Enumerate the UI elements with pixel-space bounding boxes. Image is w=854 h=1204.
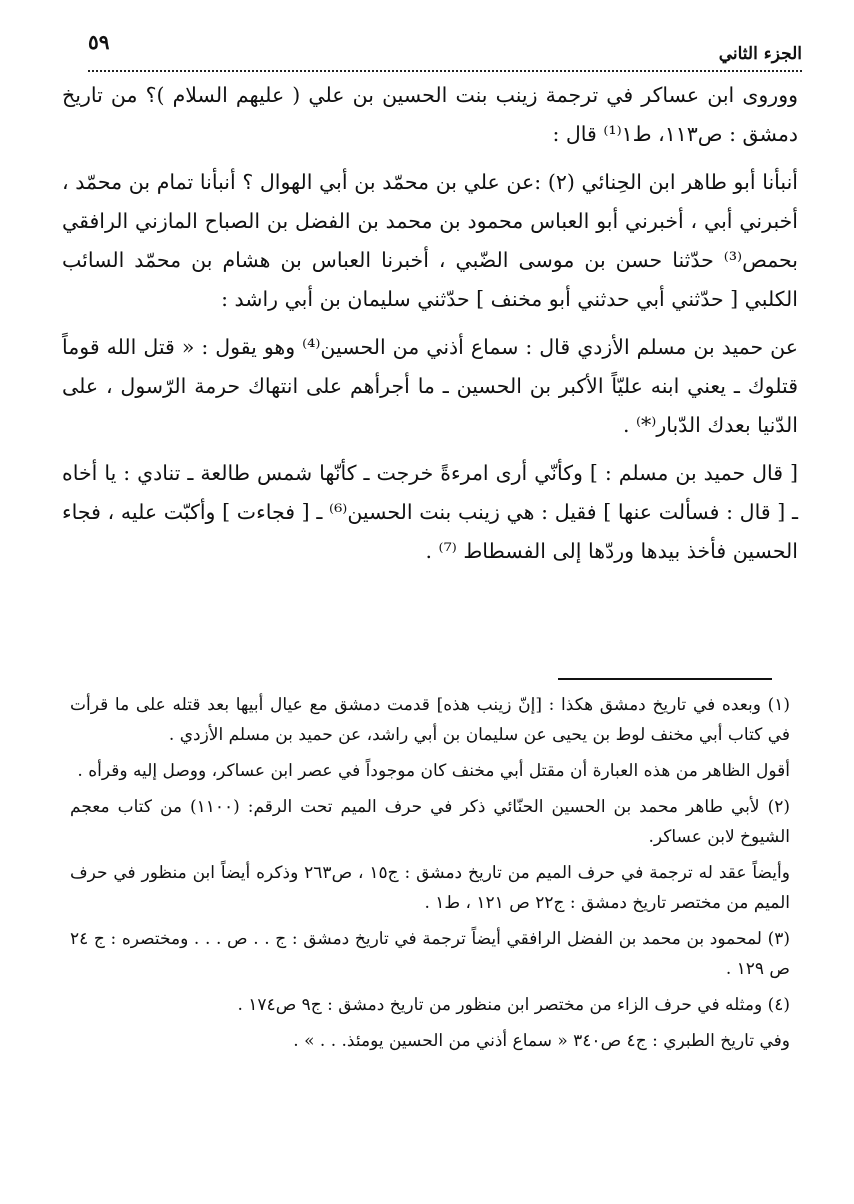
footnote [70,690,790,786]
paragraph: ووروى ابن عساكر في ترجمة زينب بنت الحسين بن علي ( عليهم السلام )؟ من تاريخ دمشق : ص١١٣، ط١⁽¹⁾ قال : [62,83,798,147]
paragraph: أنبأنا أبو طاهر ابن الحِنائي (٢) :عن علي بن محمّد بن أبي الهوال ؟ أنبأنا تمام بن محمّد ، أخبرني أبي ، أخبرني أبو العباس محمود بن محمد بن الفضل بن الصباح المازني الرافقي بحمص⁽³⁾ حدّثنا حسن بن موسى الضّبي ، أخبرنا العباس بن هشام بن محمّد السائب الكلبي [ حدّثني أبي حدثني أبو مخنف ] حدّثني سليمان بن أبي راشد : [62,169,798,312]
footnote-line: أقول الظاهر من هذه العبارة أن مقتل أبي مخنف كان موجوداً في عصر ابن عساكر، ووصل إليه وقرأه . [77,761,790,781]
footnote [70,792,790,918]
paragraph: [ قال حميد بن مسلم : ] وكأنّي أرى امرءةً خرجت ـ كأنّها شمس طالعة ـ تنادي : يا أخاه ـ [ قال : فسألت عنها ] فقيل : هي زينب بنت الحسين⁽⁶⁾ ـ [ فجاءت ] وأكبّت عليه ، فجاء الحسين فأخذ بيدها وردّها إلى الفسطاط ⁽⁷⁾ . [62,460,798,564]
part-title: الجزء الثاني [718,44,802,64]
footnote [70,924,790,984]
footnote-line: وفي تاريخ الطبري : ج٤ ص٣٤٠ « سماع أذني من الحسين يومئذ. . . » . [293,1031,790,1051]
footnote-line: (١) وبعده في تاريخ دمشق هكذا : [إنّ زينب هذه] قدمت دمشق مع عيال أبيها بعد قتله على ما قرأت في كتاب أبي مخنف لوط بن يحيى عن سليمان بن أبي راشد، عن حميد بن مسلم الأزدي . [70,695,790,745]
page-header [88,30,802,72]
footnote-line: وأيضاً عقد له ترجمة في حرف الميم من تاريخ دمشق : ج١٥ ، ص٢٦٣ وذكره أيضاً ابن منظور في حرف الميم من مختصر تاريخ دمشق : ج٢٢ ص ١٢١ ، ط١ . [70,863,790,913]
main-text [62,76,798,580]
page-number: ٥٩ [88,30,110,54]
paragraph: عن حميد بن مسلم الأزدي قال : سماع أذني من الحسين⁽⁴⁾ وهو يقول : « قتل الله قوماً قتلوك ـ يعني ابنه عليّاً الأكبر بن الحسين ـ ما أجرأهم على انتهاك حرمة الرّسول ، على الدّنيا بعدك الدّبار⁽*⁾ . [62,334,798,438]
footnotes [70,690,790,1062]
footnote-line: (٢) لأبي طاهر محمد بن الحسين الحنّائي ذكر في حرف الميم تحت الرقم: (١١٠٠) من كتاب معجم الشيوخ لابن عساكر. [70,797,790,847]
footnote-line: (٤) ومثله في حرف الزاء من مختصر ابن منظور من تاريخ دمشق : ج٩ ص١٧٤ . [237,995,790,1015]
footnote [70,990,790,1056]
footnote-line: (٣) لمحمود بن محمد بن الفضل الرافقي أيضاً ترجمة في تاريخ دمشق : ج . . ص . . . ومختصره : ج ٢٤ ص ١٢٩ . [70,929,790,979]
footnote-separator [558,678,772,680]
